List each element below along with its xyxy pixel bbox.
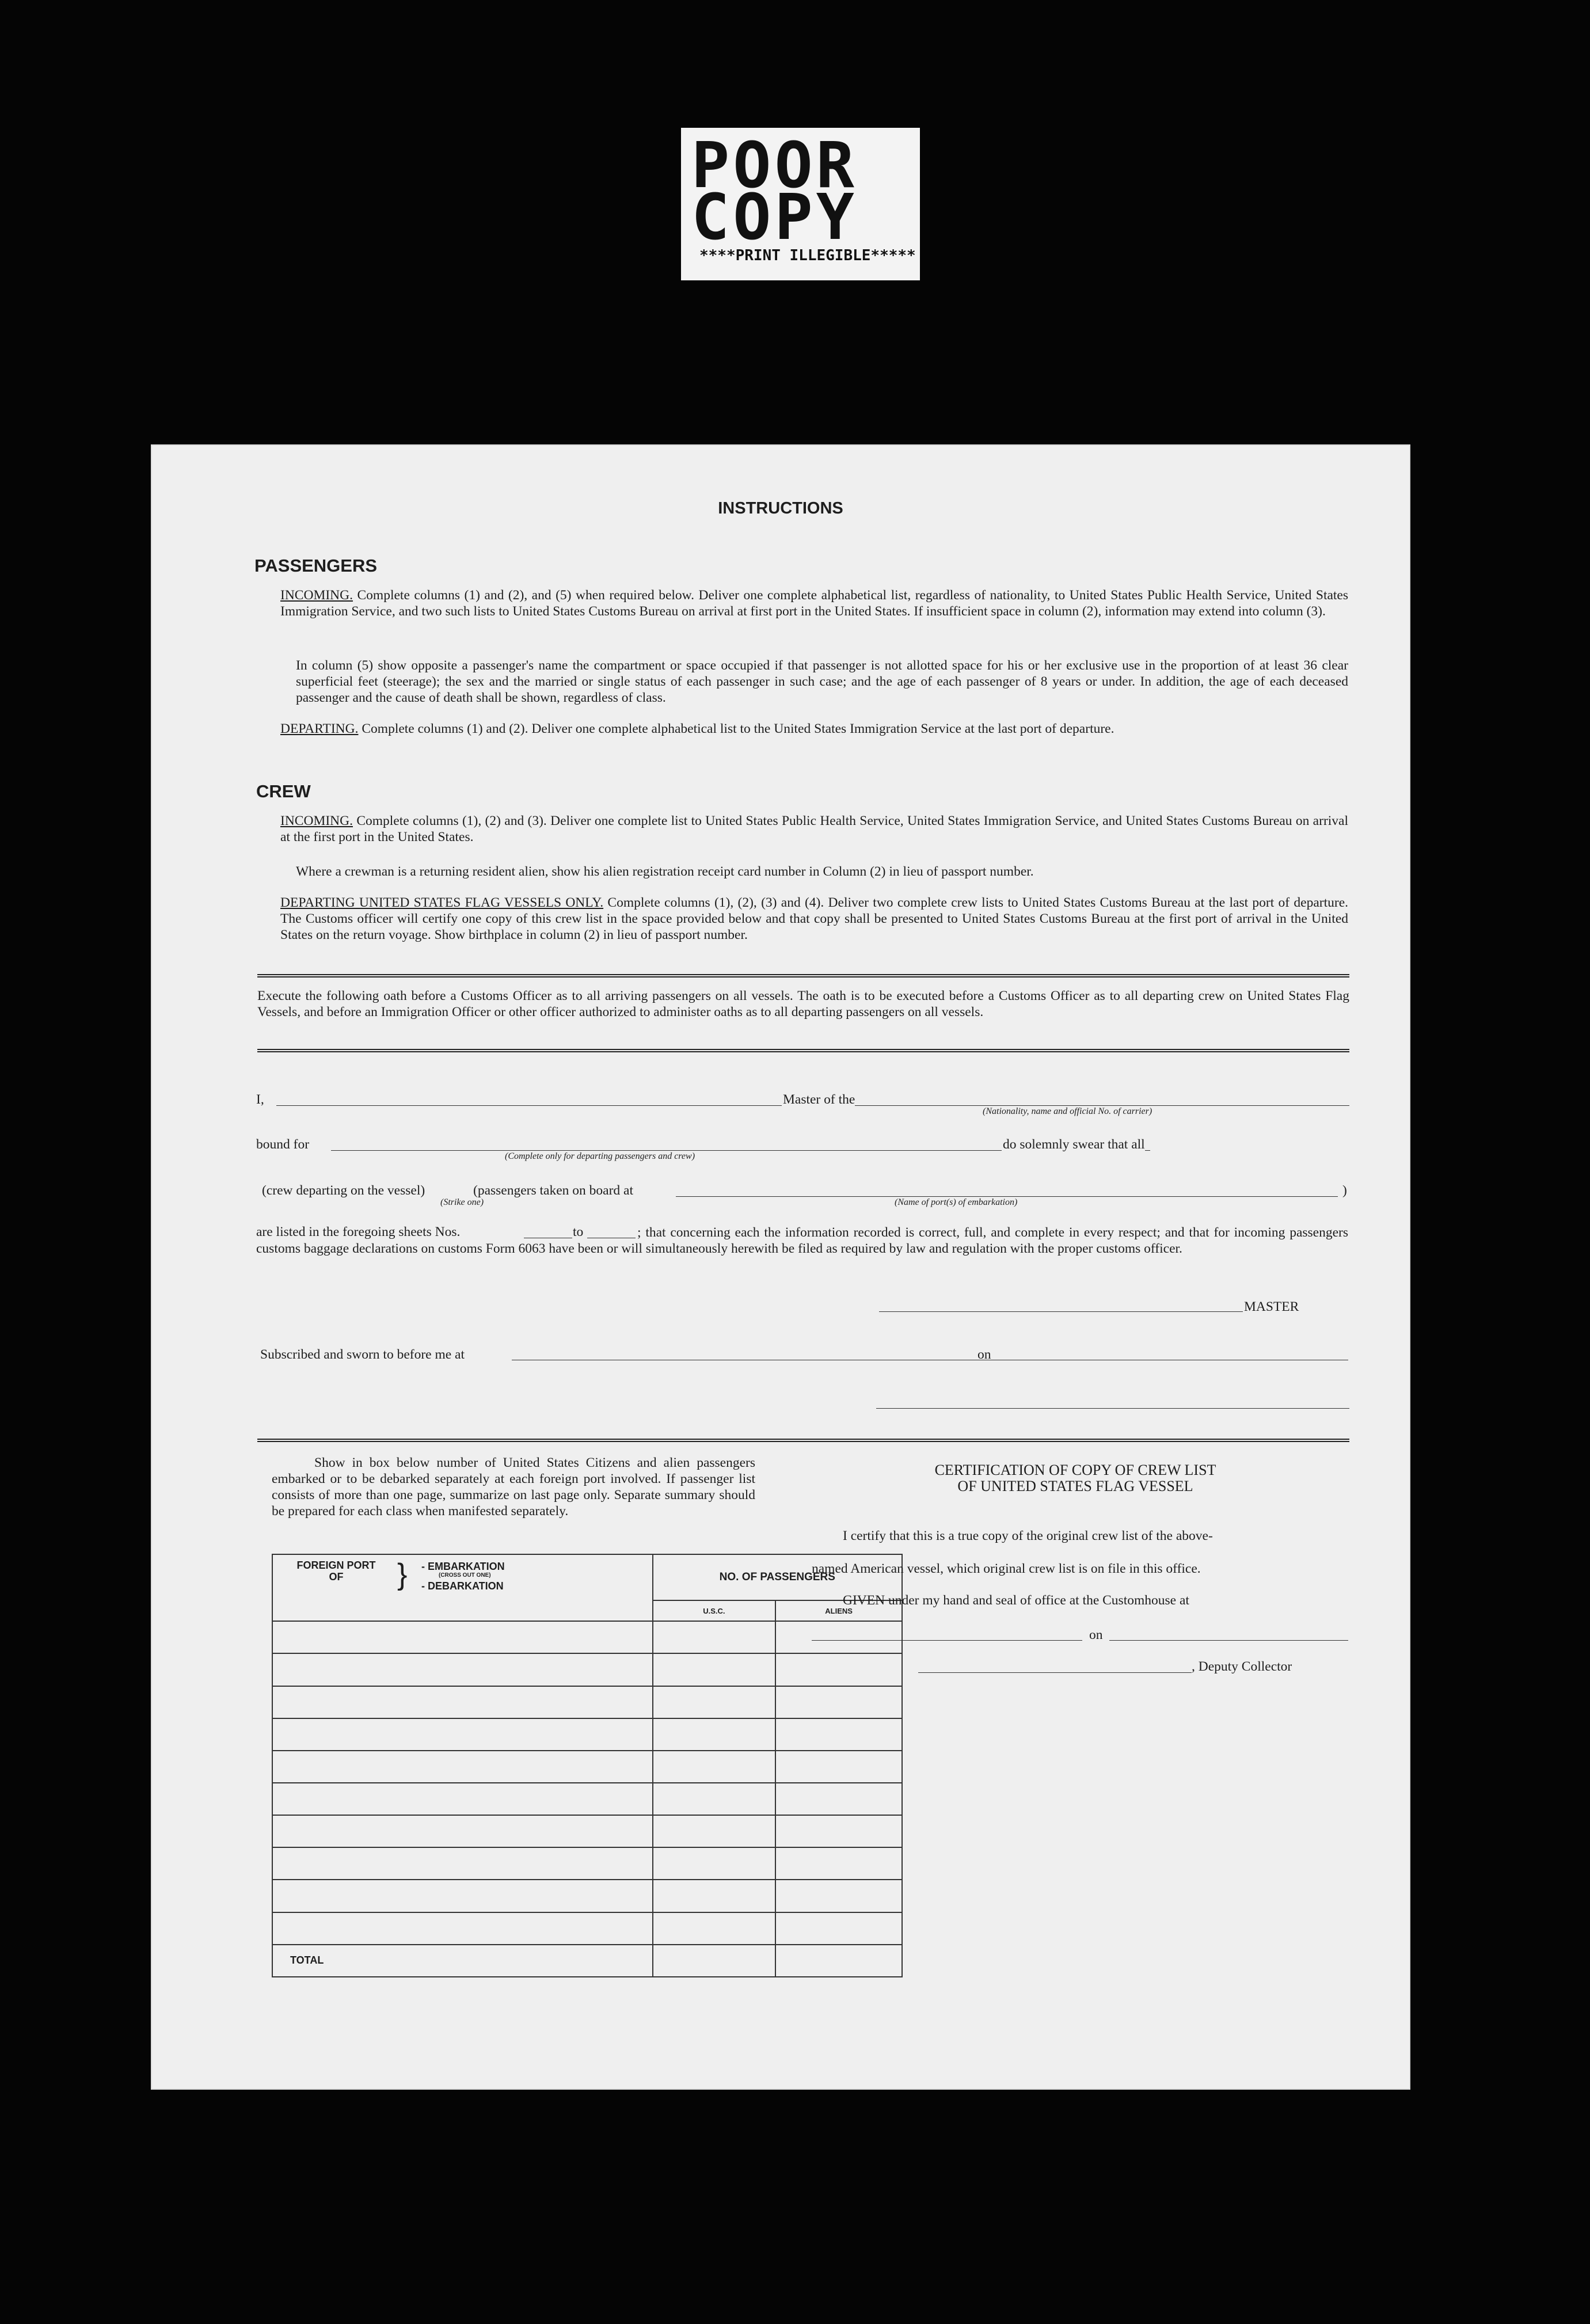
- passengers-departing-text: Complete columns (1) and (2). Deliver one complete alphabetical list to the United States Immigration Service at the last port of departure.: [362, 721, 1114, 736]
- divider-3: [257, 1439, 1349, 1442]
- stamp-line-2: COPY: [691, 180, 858, 254]
- embarkation-label: - EMBARKATION: [421, 1561, 505, 1572]
- listed-post-text: ; that concerning each the information recorded is correct, full, and complete in every respect; and that for incoming passengers customs baggage declarations on customs Form 6063 have been or will simultaneously herewith be filed as required by law and regulation with the proper customs officer.: [256, 1225, 1348, 1256]
- bound-for-caption: (Complete only for departing passengers and crew): [505, 1151, 695, 1161]
- port-cell[interactable]: [272, 1847, 653, 1880]
- port-cell[interactable]: [272, 1751, 653, 1783]
- certification-title: [808, 1462, 1343, 1494]
- port-cell[interactable]: [272, 1880, 653, 1912]
- strike-one-caption: (Strike one): [440, 1197, 484, 1207]
- cross-out-note: (CROSS OUT ONE): [439, 1572, 491, 1579]
- usc-cell[interactable]: [653, 1751, 776, 1783]
- crew-incoming-text: Complete columns (1), (2) and (3). Deliver one complete list to United States Public Health Service, United States Immigration Service, and United States Customs Bureau on arrival at the first port in the United States.: [280, 813, 1349, 845]
- foreign-port-label: FOREIGN PORT OF: [296, 1560, 376, 1583]
- page-title: INSTRUCTIONS: [718, 499, 843, 518]
- crew-incoming-label: INCOMING.: [280, 813, 353, 828]
- crew-departing-label: DEPARTING UNITED STATES FLAG VESSELS ONLY.: [280, 895, 604, 910]
- aliens-cell[interactable]: [775, 1621, 902, 1653]
- crew-departing-paragraph: [280, 895, 1348, 943]
- certification-on-label: on: [1089, 1627, 1103, 1642]
- divider-1: [257, 974, 1349, 977]
- brace-glyph: }: [397, 1558, 408, 1591]
- to-text: to: [573, 1224, 584, 1239]
- deputy-collector-line[interactable]: [918, 1672, 1192, 1673]
- certification-title-line-1: CERTIFICATION OF COPY OF CREW LIST: [934, 1462, 1216, 1478]
- aliens-cell[interactable]: [775, 1783, 902, 1815]
- usc-header: U.S.C.: [653, 1600, 776, 1621]
- customhouse-line[interactable]: [812, 1640, 1082, 1641]
- passengers-departing-paragraph: [280, 721, 1348, 737]
- certification-line-3: GIVEN under my hand and seal of office at the Customhouse at: [843, 1593, 1189, 1608]
- crew-departing-option: (crew departing on the vessel): [262, 1183, 425, 1198]
- aliens-cell[interactable]: [775, 1847, 902, 1880]
- debarkation-label: - DEBARKATION: [421, 1580, 504, 1592]
- certification-line-2: named American vessel, which original crew list is on file in this office.: [812, 1561, 1201, 1576]
- aliens-cell[interactable]: [775, 1653, 902, 1686]
- foreign-port-header: [272, 1554, 653, 1621]
- usc-cell[interactable]: [653, 1686, 776, 1718]
- passengers-departing-label: DEPARTING.: [280, 721, 359, 736]
- stamp-line-3: ****PRINT ILLEGIBLE*****: [699, 247, 916, 264]
- usc-cell[interactable]: [653, 1880, 776, 1912]
- usc-cell[interactable]: [653, 1783, 776, 1815]
- aliens-cell[interactable]: [775, 1718, 902, 1751]
- passengers-incoming-label: INCOMING.: [280, 588, 353, 603]
- carrier-caption: (Nationality, name and official No. of carrier): [983, 1106, 1152, 1116]
- subscribed-text: Subscribed and sworn to before me at: [260, 1347, 465, 1362]
- crew-resident-paragraph: Where a crewman is a returning resident alien, show his alien registration receipt card number in Column (2) in lieu of passport number.: [296, 864, 1034, 879]
- port-cell[interactable]: [272, 1718, 653, 1751]
- aliens-cell[interactable]: [775, 1815, 902, 1847]
- master-signature-line[interactable]: [879, 1311, 1276, 1312]
- passengers-taken-option: (passengers taken on board at: [473, 1183, 633, 1198]
- certification-date-line[interactable]: [1109, 1640, 1348, 1641]
- passengers-heading: PASSENGERS: [254, 556, 378, 576]
- master-of-the-label: Master of the: [783, 1092, 855, 1107]
- no-of-passengers-header: NO. OF PASSENGERS: [653, 1554, 902, 1600]
- certification-line-1: I certify that this is a true copy of the original crew list of the above-: [843, 1528, 1213, 1543]
- subscribed-on-label: on: [977, 1347, 991, 1362]
- divider-2: [257, 1049, 1349, 1052]
- port-cell[interactable]: [272, 1653, 653, 1686]
- poor-copy-stamp: [681, 128, 920, 280]
- summary-intro: Show in box below number of United States Citizens and alien passengers embarked or to be debarked separately at each foreign port involved. If passenger list consists of more than one page, summarize on last page only. Separate summary should be prepared for each class when manifested separately.: [272, 1455, 755, 1519]
- deputy-collector-label: , Deputy Collector: [1192, 1659, 1292, 1674]
- document-page: [151, 444, 1410, 2090]
- usc-cell[interactable]: [653, 1815, 776, 1847]
- port-cell[interactable]: [272, 1912, 653, 1945]
- oath-intro-paragraph: Execute the following oath before a Customs Officer as to all arriving passengers on all vessels. The oath is to be executed before a Customs Officer as to all departing crew on United States Flag Vessels, and before an Immigration Officer or other officer authorized to administer oaths as to all departing passengers on all vessels.: [257, 988, 1349, 1020]
- total-label: TOTAL: [272, 1945, 653, 1977]
- solemnly-swear-text: do solemnly swear that all: [1003, 1137, 1145, 1152]
- stamp-line-1: POOR: [691, 128, 858, 202]
- bound-for-label: bound for: [256, 1137, 310, 1152]
- usc-cell[interactable]: [653, 1718, 776, 1751]
- aliens-cell[interactable]: [775, 1880, 902, 1912]
- port-cell[interactable]: [272, 1815, 653, 1847]
- aliens-total-cell[interactable]: [775, 1945, 902, 1977]
- aliens-cell[interactable]: [775, 1912, 902, 1945]
- aliens-cell[interactable]: [775, 1686, 902, 1718]
- passenger-summary-table: [272, 1554, 903, 1977]
- port-cell[interactable]: [272, 1621, 653, 1653]
- port-of-embarkation-line[interactable]: [676, 1196, 1338, 1197]
- usc-cell[interactable]: [653, 1653, 776, 1686]
- usc-cell[interactable]: [653, 1847, 776, 1880]
- crew-incoming-paragraph: [280, 813, 1348, 845]
- certification-title-line-2: OF UNITED STATES FLAG VESSEL: [957, 1478, 1193, 1494]
- master-label: MASTER: [1244, 1299, 1299, 1314]
- passengers-incoming-paragraph: [280, 587, 1348, 619]
- usc-total-cell[interactable]: [653, 1945, 776, 1977]
- aliens-cell[interactable]: [775, 1751, 902, 1783]
- crew-heading: CREW: [256, 781, 311, 801]
- usc-cell[interactable]: [653, 1912, 776, 1945]
- usc-cell[interactable]: [653, 1621, 776, 1653]
- port-cell[interactable]: [272, 1783, 653, 1815]
- oath-i-label: I,: [256, 1092, 264, 1107]
- port-caption: (Name of port(s) of embarkation): [895, 1197, 1018, 1207]
- passengers-column5-paragraph: In column (5) show opposite a passenger's name the compartment or space occupied if that passenger is not allotted space for his or her exclusive use in the proportion of at least 36 clear superficial feet (steerage); the sex and the married or single status of each passenger in such case; and the age of each passenger of 8 years or under. In addition, the age of each deceased passenger and the cause of death shall be shown, regardless of class.: [296, 658, 1348, 705]
- listed-pre-text: are listed in the foregoing sheets Nos.: [256, 1224, 461, 1239]
- port-cell[interactable]: [272, 1686, 653, 1718]
- carrier-line[interactable]: [873, 1105, 1349, 1106]
- officer-signature-line[interactable]: [876, 1408, 1349, 1409]
- close-paren: ): [1342, 1183, 1347, 1198]
- aliens-header: ALIENS: [775, 1600, 902, 1621]
- crew-departing-text: Complete columns (1), (2), (3) and (4). Deliver two complete crew lists to United States Customs Bureau at the last port of departure. The Customs officer will certify one copy of this crew list in the space provided below and that copy shall be presented to United States Customs Bureau at the first port of arrival in the United States on the return voyage. Show birthplace in column (2) in lieu of passport number.: [280, 895, 1348, 942]
- passengers-incoming-text: Complete columns (1) and (2), and (5) when required below. Deliver one complete alphabetical list, regardless of nationality, to United States Public Health Service, United States Immigration Service, and two such lists to United States Customs Bureau on arrival at first port in the United States. If insufficient space in column (2), information may extend into column (3).: [280, 588, 1349, 619]
